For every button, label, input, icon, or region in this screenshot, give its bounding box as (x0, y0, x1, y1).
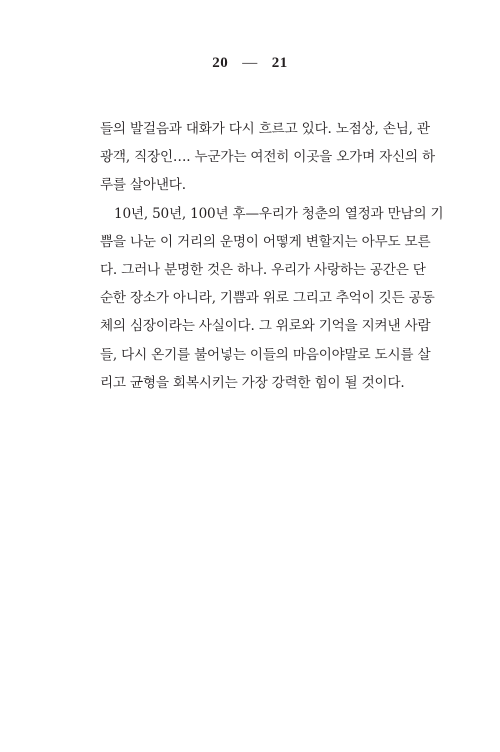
text-line: 체의 심장이라는 사실이다. 그 위로와 기억을 지켜낸 사람 (100, 318, 431, 335)
text-line: 들, 다시 온기를 불어넣는 이들의 마음이야말로 도시를 살 (100, 346, 431, 363)
text-line: 루를 살아낸다. (100, 177, 186, 194)
text-line: 다. 그러나 분명한 것은 하나. 우리가 사랑하는 공간은 단 (100, 261, 426, 278)
right-page-number: 21 (271, 55, 288, 71)
text-line: 들의 발걸음과 대화가 다시 흐르고 있다. 노점상, 손님, 관 (100, 121, 430, 137)
paragraph-1 (100, 115, 435, 200)
paragraph-2 (100, 200, 444, 397)
text-line: 10년, 50년, 100년 후—우리가 청춘의 열정과 만남의 기 (114, 205, 444, 222)
body-text (100, 115, 444, 397)
page-number-header (0, 55, 500, 72)
left-page-number: 20 (212, 55, 229, 71)
text-line: 순한 장소가 아니라, 기쁨과 위로 그리고 추억이 깃든 공동 (100, 290, 435, 307)
page-number-separator: — (242, 55, 258, 71)
text-line: 쁨을 나눈 이 거리의 운명이 어떻게 변할지는 아무도 모른 (100, 233, 431, 250)
text-line: 광객, 직장인…. 누군가는 여전히 이곳을 오가며 자신의 하 (100, 149, 435, 166)
text-line: 리고 균형을 회복시키는 가장 강력한 힘이 될 것이다. (100, 374, 405, 391)
